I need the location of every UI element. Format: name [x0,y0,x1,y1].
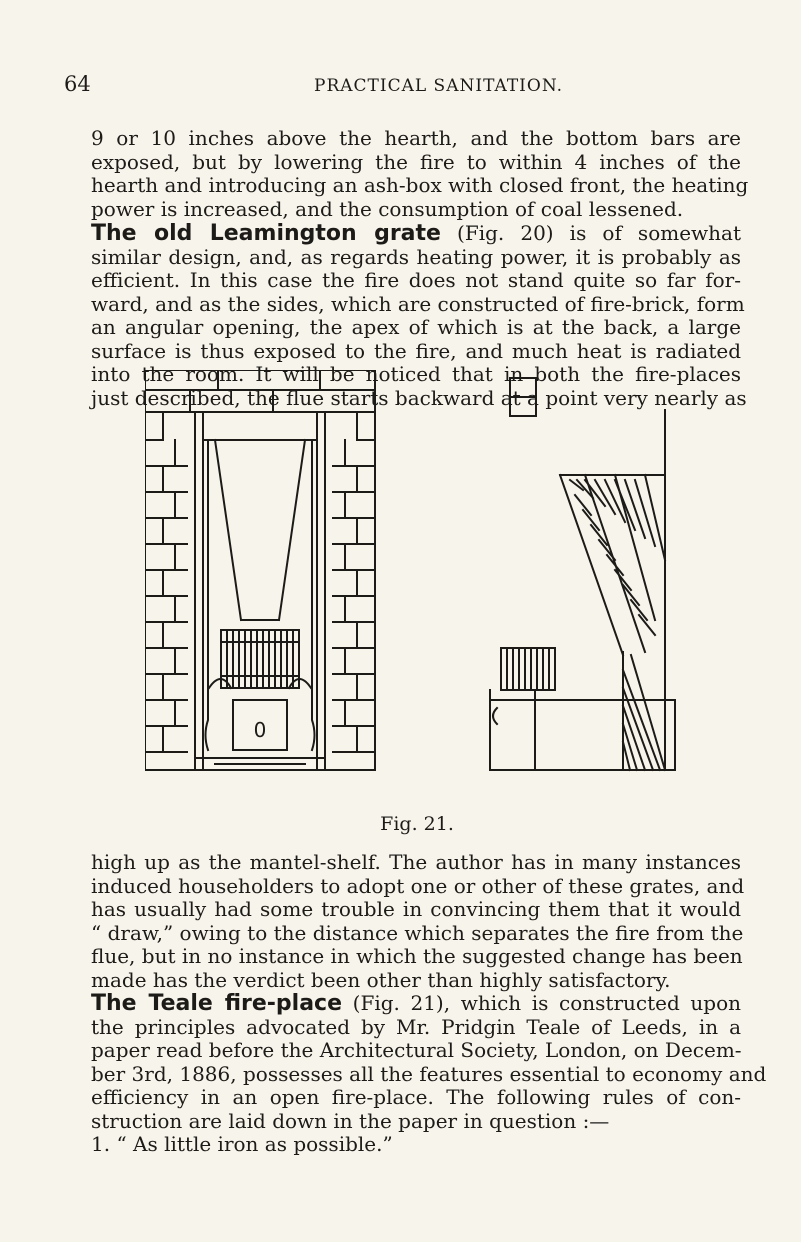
page-number: 64 [64,72,91,96]
page-header [64,72,734,100]
paragraph-mantel-shelf [91,850,745,992]
text-line: ward, and as the sides, which are constructed of fire-brick, form [91,291,745,316]
text-line: “ draw,” owing to the distance which separates the fire from the [91,920,744,945]
text-line: an angular opening, the apex of which is at the back, a large [91,315,741,339]
fig-21-fireplace-drawing [145,370,680,810]
text-line: 9 or 10 inches above the hearth, and the bottom bars are [91,126,741,150]
side-fret [493,708,497,724]
text-line: induced householders to adopt one or other of these grates, and [91,873,745,898]
text-line: made has the verdict been other than highly satisfactory. [91,967,671,992]
text-line: hearth and introducing an ash-box with closed front, the heating [91,173,749,197]
fire-opening [203,412,317,770]
rule-item: 1. “ As little iron as possible.” [91,1132,393,1156]
side-grate [501,648,555,690]
text-line: similar design, and, as regards heating power, it is probably as [91,244,741,269]
text-line: ber 3rd, 1886, possesses all the features essential to economy and [91,1061,767,1086]
text-line: high up as the mantel-shelf. The author has in many instances [91,850,741,874]
text-line: into the room. It will be noticed that in both the fire-places [91,362,741,386]
fireplace-svg [145,370,680,790]
fire-brick-hatching [570,480,655,635]
text-line-with-heading [91,992,741,1016]
text-line: struction are laid down in the paper in question :— [91,1108,610,1133]
text-line: surface is thus exposed to the fire, and much heat is radiated [91,338,741,363]
back-hatching [623,655,665,770]
text-line: paper read before the Architectural Society, London, on Decem- [91,1038,742,1062]
text-line: power is increased, and the consumption of coal lessened. [91,196,684,221]
text-line: just described, the flue starts backward at a point very nearly as [91,385,747,410]
leamington-first-line-rest: (Fig. 20) is of somewhat [440,221,741,245]
right-brick-coursing [333,412,375,752]
text-line-with-heading [91,222,741,246]
teale-first-line-rest: (Fig. 21), which is constructed upon [342,991,741,1015]
left-brick-coursing [145,412,187,752]
text-line: has usually had some trouble in convincing them that it would [91,897,741,921]
ash-box-label: 0 [253,718,267,742]
text-line: efficiency in an open fire-place. The following rules of con- [91,1085,741,1109]
text-line: exposed, but by lowering the fire to within 4 inches of the [91,149,741,174]
leamington-heading: The old Leamington grate [91,221,441,246]
text-line: the principles advocated by Mr. Pridgin Teale of Leeds, in a [91,1014,741,1039]
running-title: PRACTICAL SANITATION. [314,76,564,96]
teale-heading: The Teale fire-place [91,991,343,1016]
splay-left [215,440,241,620]
paragraph-teale-fireplace [91,991,767,1157]
splay-right [279,440,305,620]
text-line: efficient. In this case the fire does not stand quite so far for- [91,268,741,292]
side-grate-bars [507,648,549,690]
paragraph-heating-power [91,126,749,221]
text-line: flue, but in no instance in which the suggested change has been [91,944,743,968]
grate-supports [209,679,311,688]
figure-caption: Fig. 21. [380,813,454,835]
grate-bars [221,630,299,688]
